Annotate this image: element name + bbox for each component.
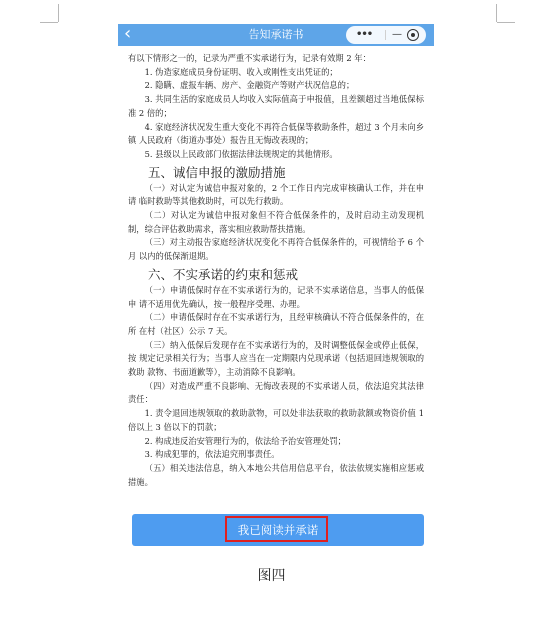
list-item: 3. 构成犯罪的，依法追究刑事责任。 — [144, 449, 280, 460]
confirm-button-label[interactable]: 我已阅读并承诺 — [237, 523, 319, 537]
paragraph: （二）对认定为诚信申报对象但不符合低保条件的，及时启动主动发现机制，综合评估救助需求，落实相应救助帮扶措施。 — [128, 210, 424, 234]
page-title: 告知承诺书 — [248, 28, 304, 41]
capsule-divider — [385, 30, 386, 40]
paragraph: （三）对主动报告家庭经济状况变化不再符合低保条件的，可视情给予 6 个月 以内的低保渐退期。 — [128, 237, 424, 262]
phone-screenshot — [118, 24, 434, 555]
commitment-text — [128, 52, 424, 489]
paragraph: （一）申请低保时存在不实承诺行为的，记录不实承诺信息，当事人的低保申 请不适用优先确认，按一般程序受理、办理。 — [128, 284, 424, 309]
crop-mark — [40, 22, 58, 23]
list-item: 2. 构成违反治安管理行为的，依法给予治安管理处罚； — [144, 435, 346, 446]
list-item: 4. 家庭经济状况发生重大变化不再符合低保等救助条件，超过 3 个月未向乡镇 人民政府（街道办事处）报告且无悔改表现的； — [128, 121, 424, 146]
nav-bar — [118, 24, 434, 46]
more-icon[interactable]: ••• — [356, 29, 373, 40]
section-heading: 五、诚信申报的激励措施 — [148, 164, 286, 180]
crop-mark — [497, 22, 515, 23]
section-heading: 六、不实承诺的约束和惩戒 — [148, 266, 299, 282]
list-item: 3. 共同生活的家庭成员人均收入实际值高于申报值，且差额超过当地低保标准 2 倍的； — [128, 94, 424, 118]
intro-paragraph: 有以下情形之一的，记录为严重不实承诺行为，记录有效期 2 年： — [128, 53, 371, 63]
list-item: 5. 县级以上民政部门依据法律法规规定的其他情形。 — [144, 148, 338, 159]
list-item: 1. 责令退回违规领取的救助款物，可以处非法获取的救助款额或物资价值 1 倍以上 3 倍以下的罚款； — [128, 408, 424, 432]
list-item: 1. 伪造家庭成员身份证明、收入或刚性支出凭证的； — [144, 66, 338, 77]
figure-caption: 图四 — [257, 568, 286, 584]
paragraph: （一）对认定为诚信申报对象的，2 个工作日内完成审核确认工作，并在申请 临时救助等其他救助时，可以先行救助。 — [128, 182, 424, 207]
miniprogram-capsule — [346, 26, 426, 44]
minimize-icon[interactable]: — — [392, 29, 402, 40]
crop-mark — [496, 4, 497, 22]
close-icon[interactable] — [407, 29, 419, 41]
paragraph: （四）对造成严重不良影响、无悔改表现的不实承诺人员，依法追究其法律责任： — [128, 380, 424, 405]
paragraph: （二）申请低保时存在不实承诺行为，且经审核确认不符合低保条件的，在所 在村（社区）公示 7 天。 — [128, 312, 424, 336]
back-icon[interactable]: ‹ — [124, 24, 132, 44]
crop-mark — [58, 4, 59, 22]
list-item: 2. 隐瞒、虚报车辆、房产、金融资产等财产状况信息的； — [144, 80, 355, 91]
paragraph: （三）纳入低保后发现存在不实承诺行为的，及时调整低保金或停止低保，按 规定记录相关行为；当事人应当在一定期限内兑现承诺（包括退回违规领取的救助 款物、书面道歉等），主动消除不良影响。 — [128, 339, 424, 378]
paragraph: （五）相关违法信息，纳入本地公共信用信息平台，依法依规实施相应惩戒措施。 — [128, 462, 424, 487]
